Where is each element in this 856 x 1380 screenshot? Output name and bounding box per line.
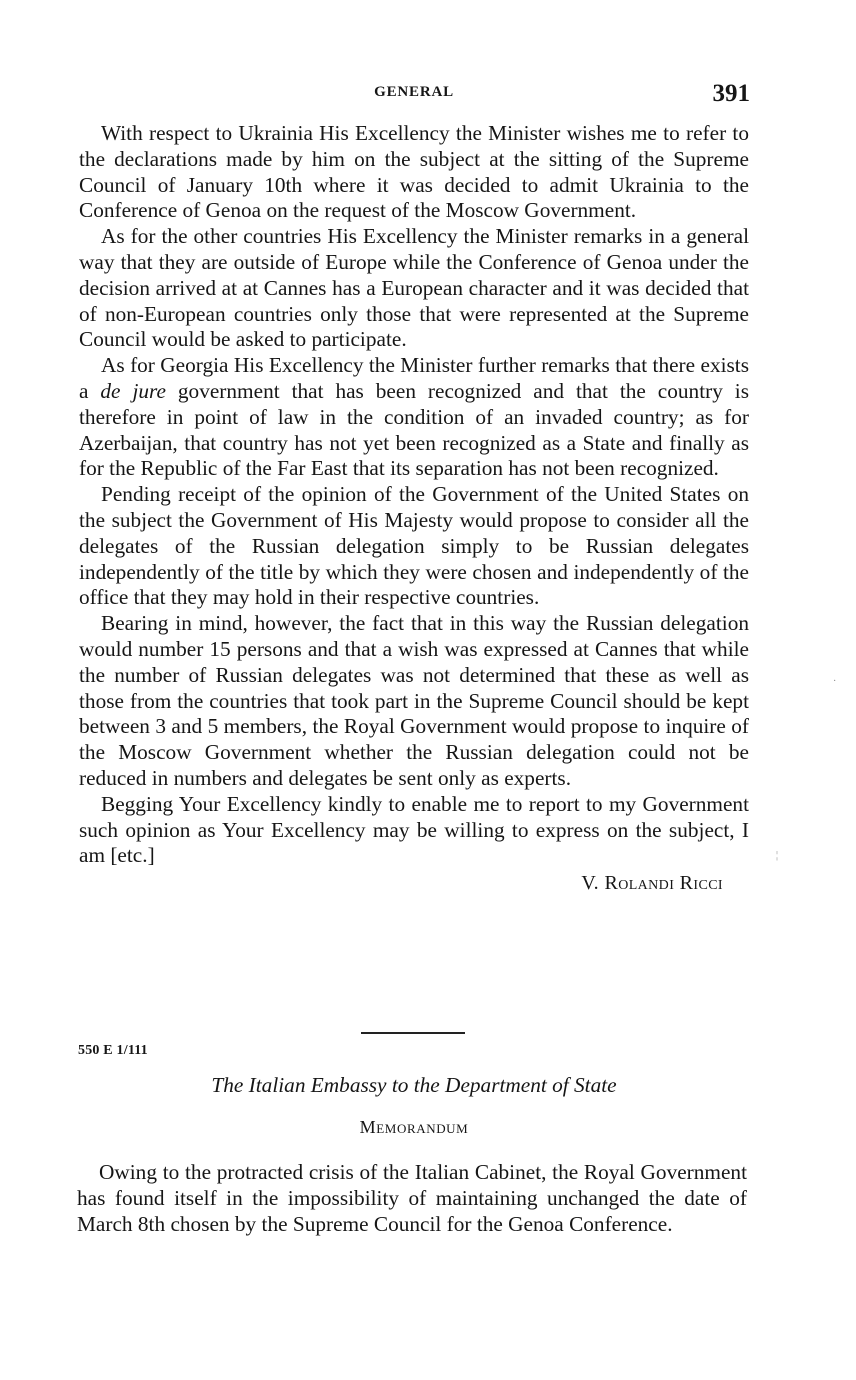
paragraph-georgia	[79, 353, 749, 482]
paragraph-closing: Begging Your Excellency kindly to enable me to report to my Government such opinion as Your Excellency may be willing to express on the subject, I am [etc.]	[79, 791, 749, 868]
signature: V. Rolandi Ricci	[581, 872, 723, 895]
document-title: The Italian Embassy to the Department of State	[211, 1073, 617, 1097]
margin-speck: ·	[833, 676, 837, 687]
file-number: 550 E 1/111	[78, 1043, 148, 1058]
memorandum-heading: Memorandum	[359, 1117, 469, 1137]
page-number: 391	[712, 80, 750, 107]
margin-speck: ¦	[776, 850, 779, 861]
running-header	[78, 80, 750, 114]
paragraph-bearing-in-mind: Bearing in mind, however, the fact that in this way the Russian delegation would number 15 persons and that a wish was expressed at Cannes that while the number of Russian delegates was not determined that these as well as those from the countries that took part in the Supreme Council should be kept between 3 and 5 members, the Royal Government would propose to inquire of the Moscow Government whether the Russian delegation could not be reduced in numbers and delegates be sent only as experts.	[79, 611, 749, 790]
georgia-text-before: As for Georgia His Excellency the Minister further remarks that there exists a	[79, 353, 749, 403]
running-title: GENERAL	[374, 84, 454, 100]
section-divider	[361, 1032, 465, 1034]
paragraph-pending-receipt: Pending receipt of the opinion of the Government of the United States on the subject the Government of His Majesty would propose to consider all the delegates of the Russian delegation simply to be Russian delegates independently of the title by which they were chosen and independently of the office that they may hold in their respective countries.	[79, 482, 749, 610]
paragraph-ukrainia: With respect to Ukrainia His Excellency the Minister wishes me to refer to the declarations made by him on the subject at the sitting of the Supreme Council of January 10th where it was decided to admit Ukrainia to the Conference of Genoa on the request of the Moscow Government.	[79, 121, 749, 223]
letter-body	[79, 121, 749, 897]
paragraph-other-countries: As for the other countries His Excellency the Minister remarks in a general way that they are outside of Europe while the Conference of Genoa under the decision arrived at at Cannes has a European character and it was decided that of non-European countries only those that were represented at the Supreme Council would be asked to participate.	[79, 224, 749, 352]
de-jure-emphasis: de jure	[100, 378, 166, 403]
memorandum-paragraph: Owing to the protracted crisis of the Italian Cabinet, the Royal Government has found itself in the impossibility of maintaining unchanged the date of March 8th chosen by the Supreme Council for the Genoa Conference.	[77, 1160, 747, 1236]
georgia-text-after: government that has been recognized and that the country is therefore in point of law in the condition of an invaded country; as for Azerbaijan, that country has not yet been recognized as a State and finally as for the Republic of the Far East that its separation has not been recognized.	[79, 378, 749, 481]
memorandum-body	[77, 1160, 747, 1237]
